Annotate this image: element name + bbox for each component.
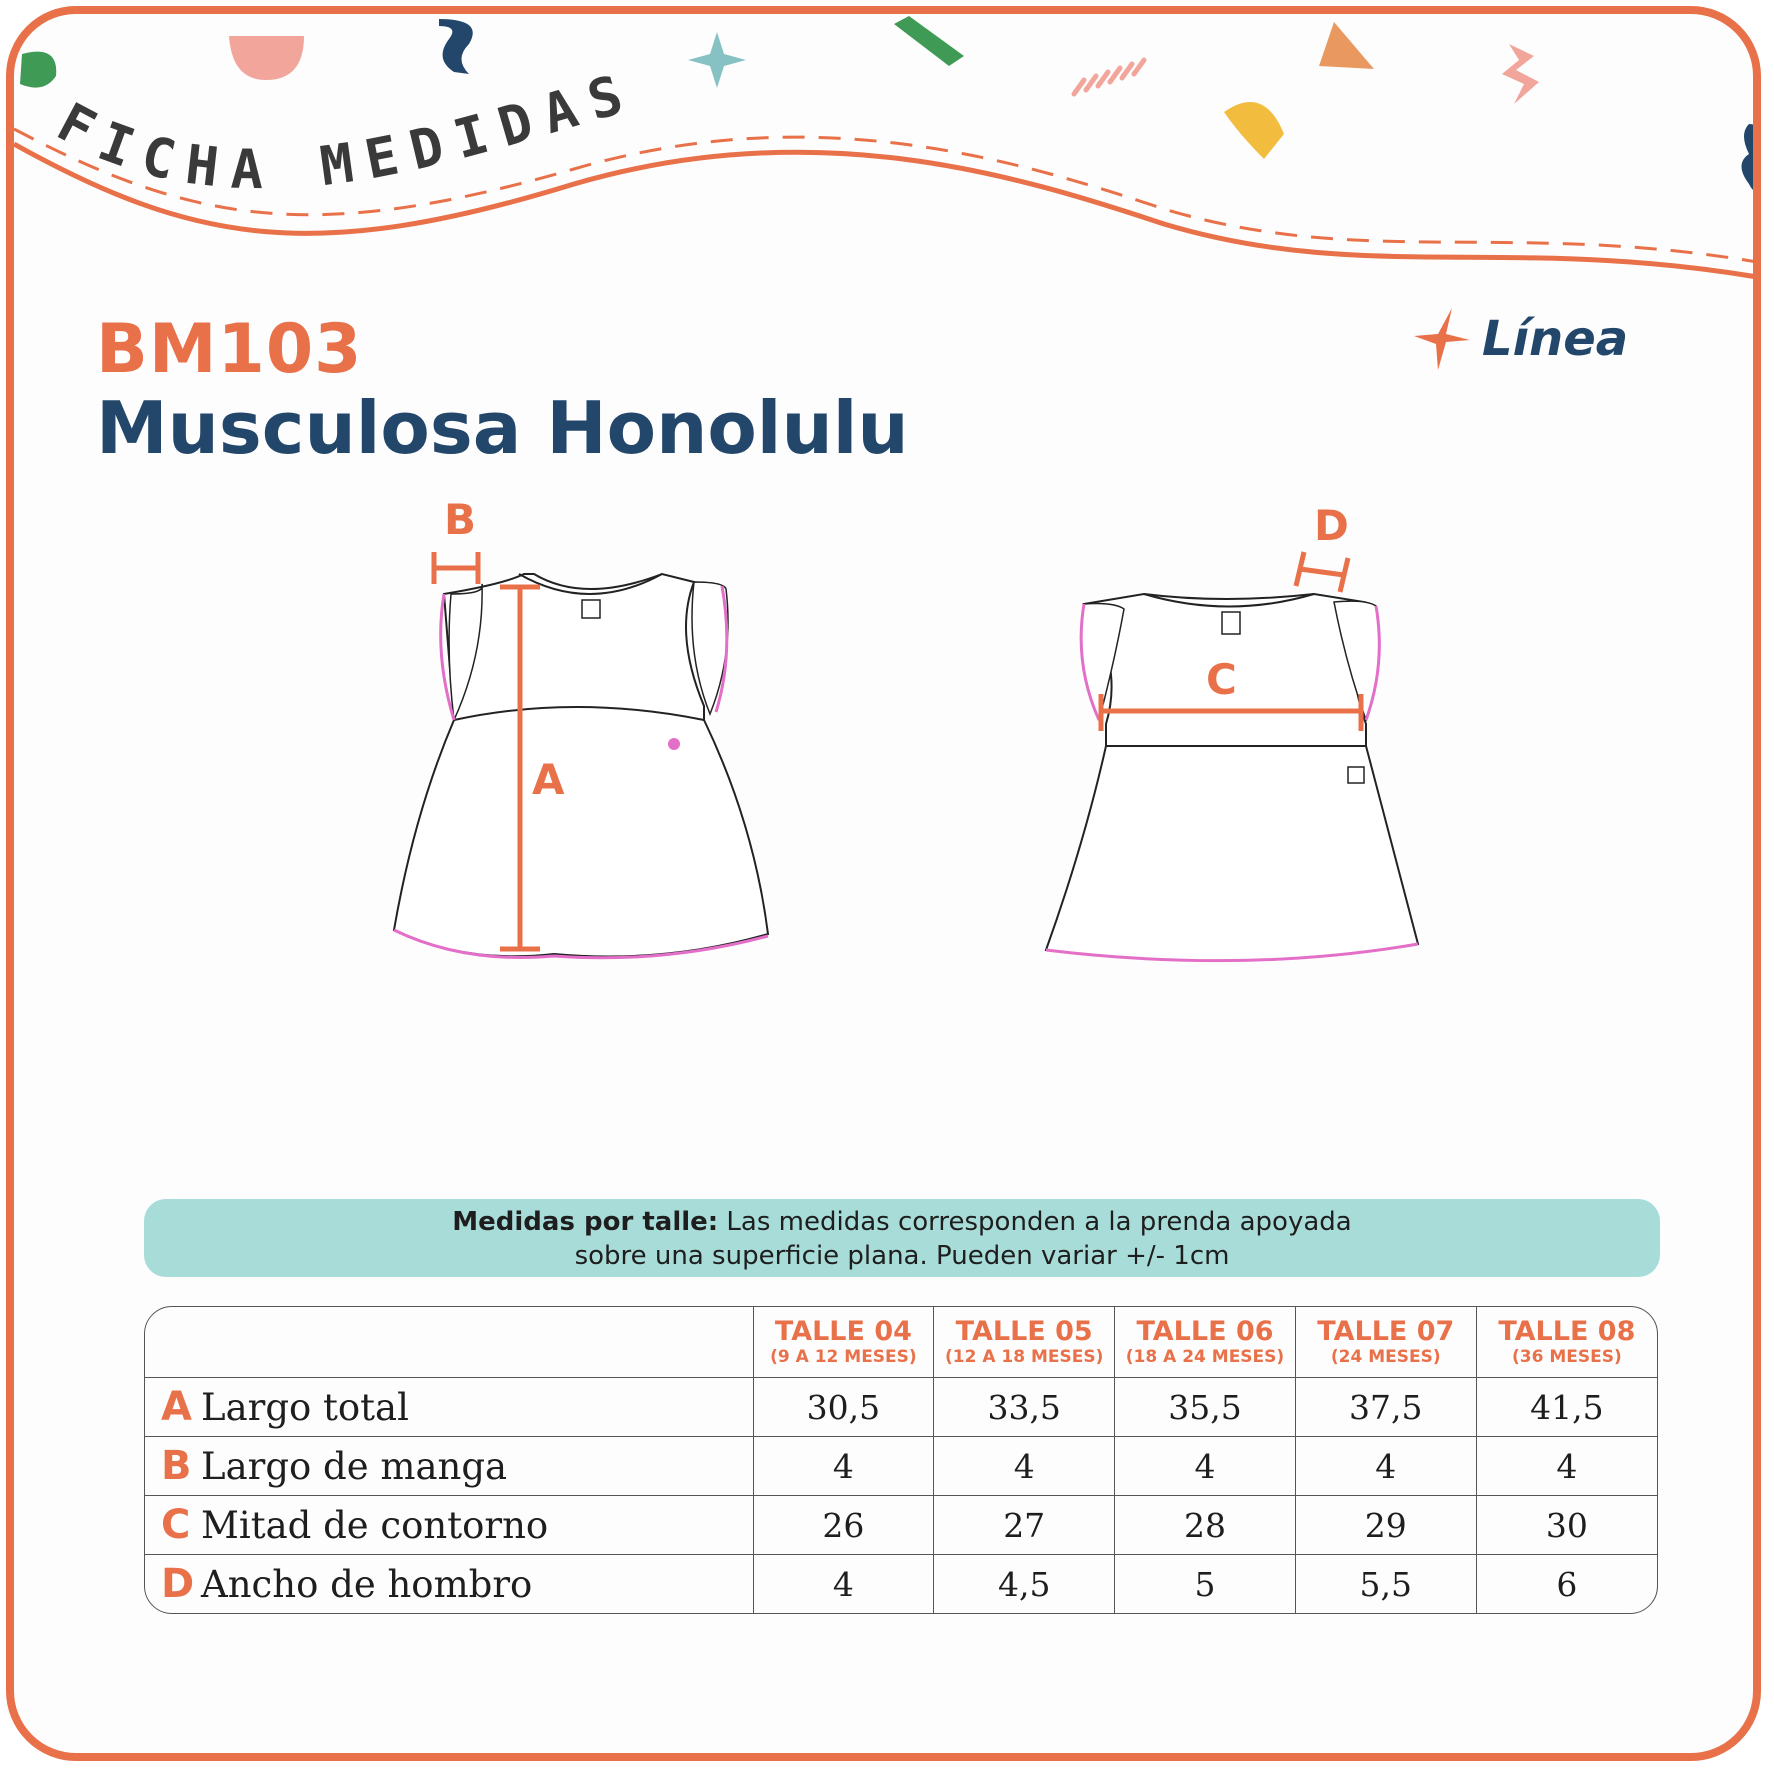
cell-value: 35,5 [1115,1378,1296,1437]
size-table [144,1306,1658,1614]
table-row [145,1437,1657,1496]
banner-title: FICHA MEDIDAS [47,59,643,202]
header-empty-cell [145,1307,753,1378]
size-header: TALLE 06 (18 A 24 MESES) [1115,1307,1296,1378]
back-view-drawing [1046,501,1418,961]
size-header: TALLE 05 (12 A 18 MESES) [934,1307,1115,1378]
label-b: B [444,495,477,544]
brand-name: Línea [1482,311,1629,367]
cell-value: 4 [753,1555,934,1613]
label-a: A [532,755,565,804]
cell-value: 33,5 [934,1378,1115,1437]
cell-value: 4 [1295,1437,1476,1496]
table-row [145,1555,1657,1613]
row-label: D Ancho de hombro [145,1555,753,1613]
cell-value: 30 [1476,1496,1657,1555]
cell-value: 4 [1476,1437,1657,1496]
note-line2: sobre una superficie plana. Pueden variar +/- 1cm [574,1241,1230,1271]
brand-logo [1412,306,1628,372]
label-d: D [1314,501,1349,550]
table-row [145,1378,1657,1437]
table-row [145,1496,1657,1555]
row-label: C Mitad de contorno [145,1496,753,1555]
svg-text:FICHA MEDIDAS [47,60,642,202]
label-c: C [1206,655,1237,704]
table-header-row [145,1307,1657,1378]
cell-value: 4,5 [934,1555,1115,1613]
page-frame [6,6,1761,1761]
cell-value: 27 [934,1496,1115,1555]
cell-value: 37,5 [1295,1378,1476,1437]
note-line1: Las medidas corresponden a la prenda apoyada [718,1207,1352,1237]
banner-title-curve [14,14,814,274]
cell-value: 30,5 [753,1378,934,1437]
size-header: TALLE 07 (24 MESES) [1295,1307,1476,1378]
measurement-note [144,1199,1660,1277]
row-label: A Largo total [145,1378,753,1437]
note-bold: Medidas por talle: [452,1207,719,1237]
cell-value: 4 [934,1437,1115,1496]
cell-value: 4 [753,1437,934,1496]
cell-value: 5 [1115,1555,1296,1613]
cell-value: 6 [1476,1555,1657,1613]
cell-value: 5,5 [1295,1555,1476,1613]
size-header: TALLE 04 (9 A 12 MESES) [753,1307,934,1378]
product-name: Musculosa Honolulu [96,386,909,470]
garment-diagrams [14,494,1761,1014]
cell-value: 29 [1295,1496,1476,1555]
product-code: BM103 [96,310,363,389]
cell-value: 26 [753,1496,934,1555]
sparkle-star-icon [1412,306,1472,372]
cell-value: 28 [1115,1496,1296,1555]
cell-value: 4 [1115,1437,1296,1496]
cell-value: 41,5 [1476,1378,1657,1437]
size-header: TALLE 08 (36 MESES) [1476,1307,1657,1378]
front-view-drawing [394,495,768,958]
row-label: B Largo de manga [145,1437,753,1496]
